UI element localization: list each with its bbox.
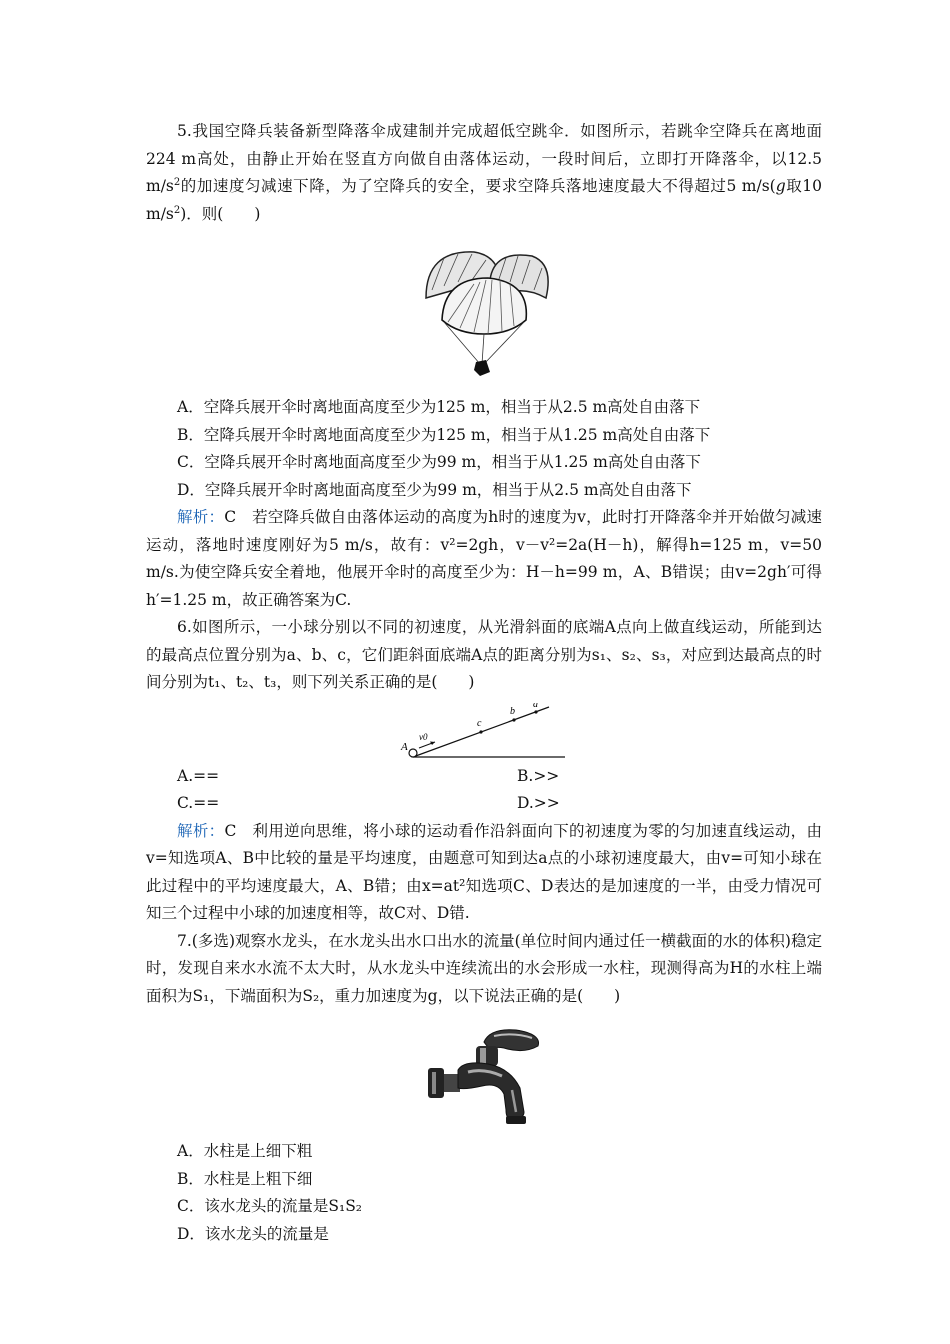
q7-option-b: B．水柱是上粗下细 [177, 1169, 313, 1188]
q5-option-b: B．空降兵展开伞时离地面高度至少为125 m，相当于从1.25 m高处自由落下 [177, 425, 711, 444]
v0-label: v0 [419, 731, 428, 742]
q6-analysis-text: C 利用逆向思维，将小球的运动看作沿斜面向下的初速度为零的匀加速直线运动，由v=知选项A、B中比较的量是平均速度，由题意可知到达a点的小球初速度最大，由v=可知小球在此过程中的平均速度最大，A、B错；由x=at²知选项C、D表达的是加速度的一半，由受力情况可知三个过程中小球的加速度相等，故C对、D错. [146, 821, 822, 922]
document-page [146, 118, 822, 1248]
q5-option-c: C．空降兵展开伞时离地面高度至少为99 m，相当于从1.25 m高处自由落下 [177, 453, 701, 471]
point-c-label: c [477, 717, 482, 729]
q7-option-a: A．水柱是上细下粗 [177, 1142, 313, 1160]
q6-option-d: D.>> [517, 794, 560, 812]
q6-option-a: A.== [177, 766, 220, 785]
parachute-figure [414, 238, 554, 378]
q5-analysis [146, 504, 822, 614]
q7-stem: 7.(多选)观察水龙头，在水龙头出水口出水的流量(单位时间内通过任一横截面的水的体积)稳定时，发现自来水水流不太大时，从水龙头中连续流出的水会形成一水柱，现测得高为H的水柱上端面积为S₁，下端面积为S₂，重力加速度为g，以下说法正确的是( ) [146, 931, 822, 1005]
faucet-figure [424, 1024, 544, 1128]
q6-option-c: C.== [177, 794, 220, 812]
q6-analysis-label: 解析： [177, 821, 225, 840]
q5-stem: 5.我国空降兵装备新型降落伞成建制并完成超低空跳伞．如图所示，若跳伞空降兵在离地面224 m高处，由静止开始在竖直方向做自由落体运动，一段时间后，立即打开降落伞，以12.5 $m/s^2$的加速度匀减速下降，为了空降兵的安全，要求空降兵落地速度最大不得超过5 m/s(g取10 $m/s^2$)．则( ) [146, 122, 822, 223]
q6-analysis [146, 818, 822, 928]
q7-option-c: C．该水龙头的流量是S₁S₂ [177, 1197, 363, 1215]
q5-option-a: A．空降兵展开伞时离地面高度至少为125 m，相当于从2.5 m高处自由落下 [177, 398, 701, 416]
q5-analysis-label: 解析： [177, 508, 225, 526]
q6-option-b: B.>> [517, 766, 560, 785]
point-a-small-label: a [533, 702, 538, 710]
point-b-label: b [510, 705, 515, 717]
incline-figure [399, 703, 569, 763]
q5-option-d: D．空降兵展开伞时离地面高度至少为99 m，相当于从2.5 m高处自由落下 [177, 480, 692, 499]
point-a-label: A [401, 740, 408, 753]
q7-option-d: D．该水龙头的流量是 [177, 1224, 329, 1243]
q6-stem: 6.如图所示，一小球分别以不同的初速度，从光滑斜面的底端A点向上做直线运动，所能到达的最高点位置分别为a、b、c，它们距斜面底端A点的距离分别为s₁、s₂、s₃，对应到达最高点的时间分别为t₁、t₂、t₃，则下列关系正确的是( ) [146, 618, 822, 691]
q5-analysis-text: C 若空降兵做自由落体运动的高度为h时的速度为v，此时打开降落伞并开始做匀减速运动，落地时速度刚好为5 m/s，故有：v²=2gh，v－v²=2a(H－h)，解得h=125 m，v=50 m/s.为使空降兵安全着地，他展开伞时的高度至少为：H－h=99 m，A、B错误；由v=2gh′可得h′=1.25 m，故正确答案为C. [146, 508, 822, 609]
